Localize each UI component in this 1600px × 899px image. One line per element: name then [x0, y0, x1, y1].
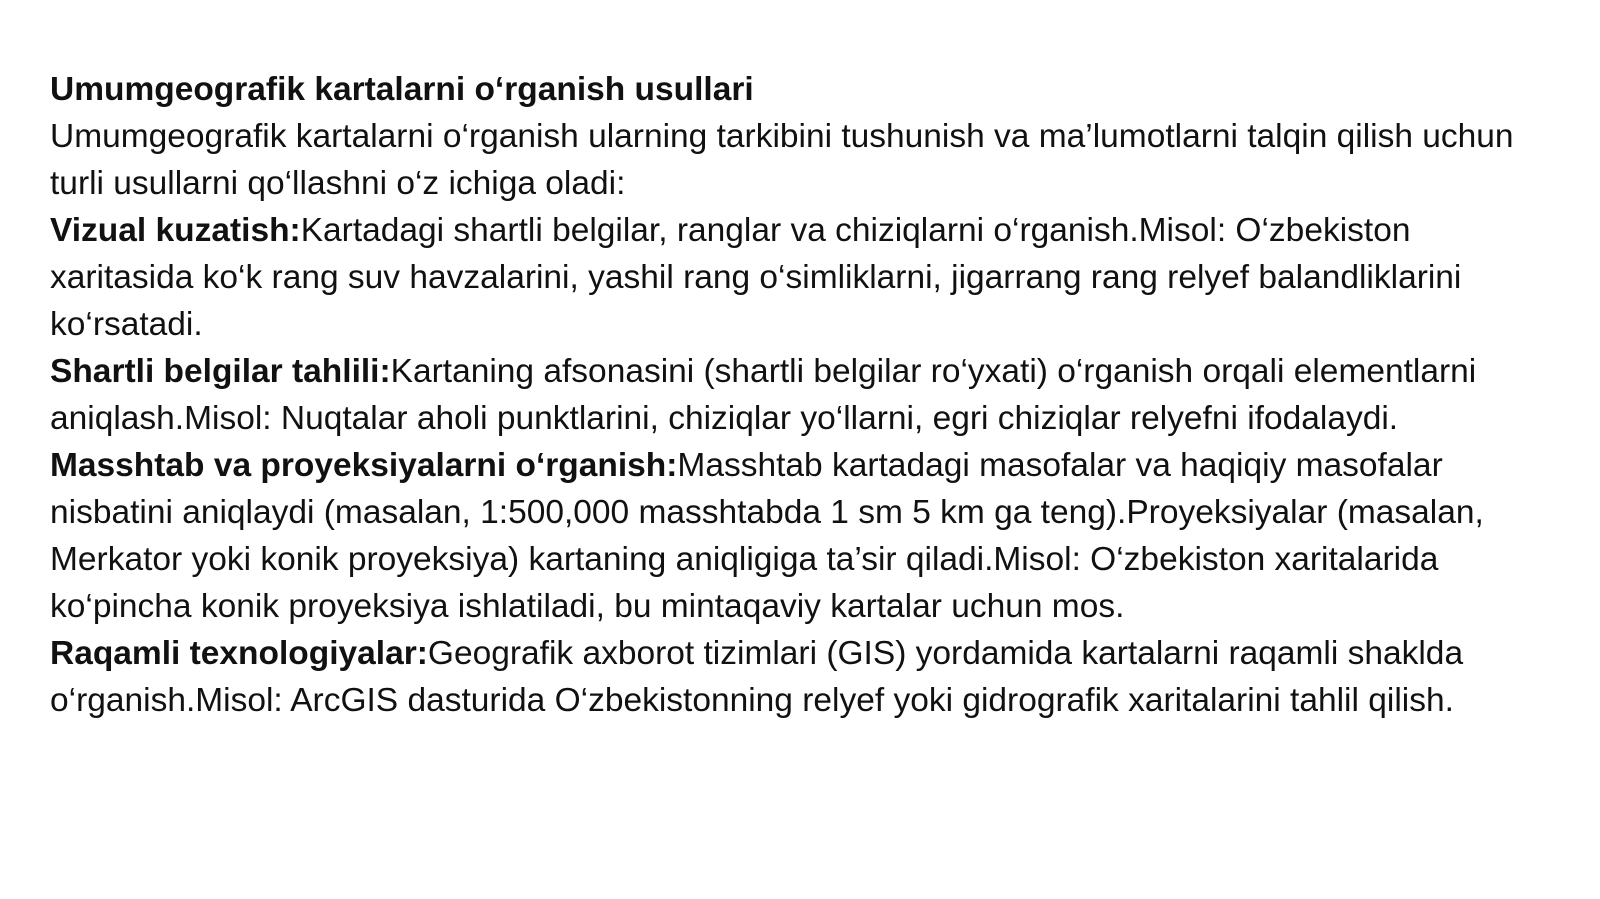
method-term: Vizual kuzatish:: [50, 212, 301, 249]
slide-content: [50, 66, 1550, 724]
slide-title: Umumgeografik kartalarni o‘rganish usullari: [50, 71, 754, 108]
method-term: Shartli belgilar tahlili:: [50, 353, 391, 390]
method-text: Kartadagi shartli belgilar, ranglar va chiziqlarni o‘rganish.Misol: O‘zbekiston xaritasida ko‘k rang suv havzalarini, yashil rang o‘simliklarni, jigarrang rang relyef balandliklarini ko‘rsatadi.: [50, 212, 1462, 343]
method-text: Masshtab kartadagi masofalar va haqiqiy masofalar nisbatini aniqlaydi (masalan, 1:500,000 masshtabda 1 sm 5 km ga teng).Proyeksiyalar (masalan, Merkator yoki konik proyeksiya) kartaning aniqligiga ta’sir qiladi.Misol: O‘zbekiston xaritalarida ko‘pincha konik proyeksiya ishlatiladi, bu mintaqaviy kartalar uchun mos.: [50, 447, 1484, 625]
method-text: Geografik axborot tizimlari (GIS) yordamida kartalarni raqamli shaklda o‘rganish.Misol: ArcGIS dasturida O‘zbekistonning relyef yoki gidrografik xaritalarini tahlil qilish.: [50, 635, 1464, 719]
method-visual-observation: [50, 207, 1550, 348]
method-term: Masshtab va proyeksiyalarni o‘rganish:: [50, 447, 678, 484]
method-term: Raqamli texnologiyalar:: [50, 635, 428, 672]
method-digital-technologies: [50, 630, 1550, 724]
method-text: Kartaning afsonasini (shartli belgilar ro‘yxati) o‘rganish orqali elementlarni aniqlash.Misol: Nuqtalar aholi punktlarini, chiziqlar yo‘llarni, egri chiziqlar relyefni ifodalaydi.: [50, 353, 1477, 437]
method-scale-projection: [50, 442, 1550, 630]
intro-paragraph: Umumgeografik kartalarni o‘rganish ularning tarkibini tushunish va ma’lumotlarni talqin qilish uchun turli usullarni qo‘llashni o‘z ichiga oladi:: [50, 118, 1514, 202]
method-symbol-analysis: [50, 348, 1550, 442]
